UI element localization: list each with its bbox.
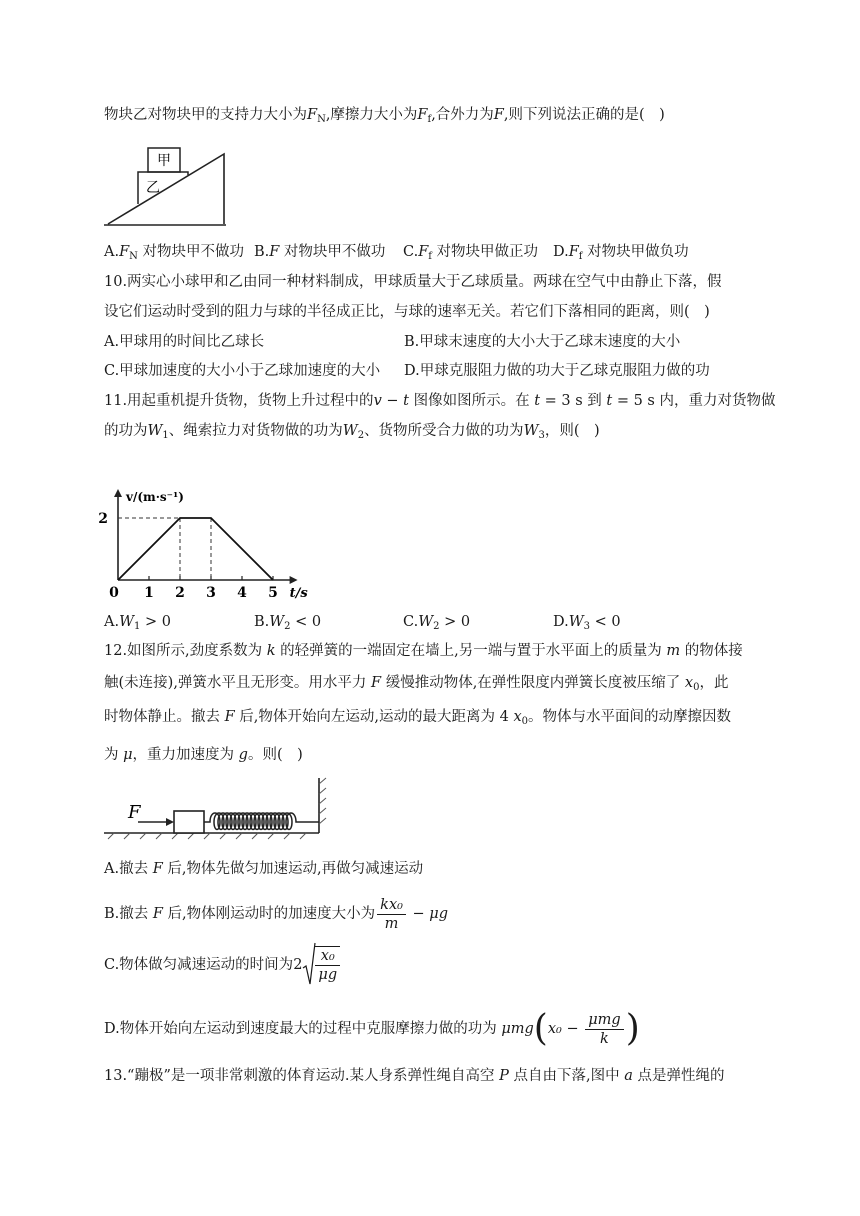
var-w: W bbox=[523, 423, 539, 439]
q10-option-d: D.甲球克服阻力做的功大于乙球克服阻力做的功 bbox=[404, 363, 710, 379]
velocity-line bbox=[118, 518, 273, 580]
y-axis-arrow bbox=[114, 489, 122, 497]
sub-2: 2 bbox=[433, 621, 440, 632]
var-x: x bbox=[513, 709, 522, 725]
q9-stem-text: ,则下列说法正确的是( ) bbox=[503, 107, 665, 123]
force-arrowhead bbox=[166, 818, 174, 826]
option-text: 后,物体刚运动时的加速度大小为 bbox=[162, 906, 376, 922]
x-axis-label: t/s bbox=[289, 586, 308, 601]
option-text: D.物体开始向左运动到速度最大的过程中克服摩擦力做的功为 bbox=[104, 1021, 502, 1037]
q13-line-1 bbox=[104, 1066, 724, 1086]
fraction-denominator: μg bbox=[318, 967, 338, 983]
q12-text: 的物体接 bbox=[680, 643, 743, 659]
block-jia-label: 甲 bbox=[157, 153, 171, 169]
sqrt-expression bbox=[302, 942, 340, 988]
origin-label: 0 bbox=[109, 585, 119, 601]
option-text: 对物块甲做正功 bbox=[431, 244, 539, 260]
q11-option-c bbox=[403, 612, 470, 637]
sub-f: f bbox=[428, 251, 432, 262]
q9-stem-text: ,摩擦力大小为 bbox=[325, 107, 418, 123]
q11-text: ，则( ) bbox=[544, 423, 600, 439]
q10-option-c: C.甲球加速度的大小小于乙球加速度的大小 bbox=[104, 363, 381, 379]
expr-mumg: μmg bbox=[501, 1021, 534, 1037]
fraction-kx0-m bbox=[377, 896, 406, 933]
q11-text: = 3 s 到 bbox=[540, 393, 607, 409]
incline-figure bbox=[104, 140, 234, 232]
fraction-denominator: m bbox=[384, 915, 399, 932]
sub-f: f bbox=[427, 114, 432, 125]
var-f: F bbox=[152, 906, 163, 922]
q12-text: 12.如图所示,劲度系数为 bbox=[104, 643, 267, 659]
var-t: t bbox=[606, 393, 613, 409]
var-mu: μ bbox=[123, 747, 133, 763]
floor-hatch bbox=[108, 833, 306, 839]
x-axis-arrow bbox=[290, 576, 298, 584]
q13-text: 13.“蹦极”是一项非常刺激的体育运动.某人身系弹性绳自高空 bbox=[104, 1068, 500, 1084]
option-letter: B. bbox=[254, 614, 270, 630]
sub-2: 2 bbox=[284, 621, 291, 632]
var-w: W bbox=[119, 614, 134, 630]
y-axis-label: v/(m·s⁻¹) bbox=[126, 490, 184, 504]
fraction-numerator: μmg bbox=[585, 1011, 623, 1030]
fraction-x0-mug bbox=[315, 946, 340, 984]
q12-text: 触(未连接),弹簧水平且无形变。用水平力 bbox=[104, 675, 372, 691]
sub-1: 1 bbox=[162, 430, 169, 441]
var-f: F bbox=[417, 107, 428, 123]
option-letter: B. bbox=[254, 244, 270, 260]
var-x: x bbox=[684, 675, 694, 691]
q12-text: 后,物体开始向左运动,运动的最大距离为 4 bbox=[234, 709, 514, 725]
var-f: F bbox=[371, 675, 382, 691]
var-f: F bbox=[269, 244, 280, 260]
q11-option-a bbox=[104, 612, 171, 637]
q10-option-a: A.甲球用的时间比乙球长 bbox=[104, 334, 265, 350]
var-f: F bbox=[224, 709, 235, 725]
q9-option-a bbox=[104, 242, 244, 267]
q12-line-3 bbox=[104, 707, 731, 732]
var-w: W bbox=[269, 614, 285, 630]
q12-line-2 bbox=[104, 673, 728, 698]
sub-f: f bbox=[578, 251, 583, 262]
var-f: F bbox=[493, 107, 504, 123]
sub-n: N bbox=[317, 114, 326, 125]
sub-2: 2 bbox=[357, 430, 365, 441]
paren-right: ) bbox=[625, 1008, 640, 1049]
var-f: F bbox=[152, 861, 163, 877]
q12-option-c bbox=[104, 942, 340, 988]
q11-text: 图像如图所示。在 bbox=[408, 393, 535, 409]
var-w: W bbox=[147, 423, 163, 439]
block-m bbox=[174, 811, 204, 833]
force-label: F bbox=[128, 802, 141, 823]
q12-text: 的轻弹簧的一端固定在墙上,另一端与置于水平面上的质量为 bbox=[275, 643, 667, 659]
q11-text: 、货物所受合力做的功为 bbox=[364, 423, 524, 439]
option-letter: D. bbox=[553, 244, 569, 260]
x-tick-label: 4 bbox=[237, 585, 247, 601]
q12-text: ，重力加速度为 bbox=[132, 747, 239, 763]
q12-text: 。则( ) bbox=[247, 747, 303, 763]
var-w: W bbox=[568, 614, 584, 630]
option-text: 后,物体先做匀加速运动,再做匀减速运动 bbox=[162, 861, 424, 877]
sub-1: 1 bbox=[134, 621, 141, 632]
option-text: B.撤去 bbox=[104, 906, 153, 922]
q12-text: 时物体静止。撤去 bbox=[104, 709, 225, 725]
sqrt-sign bbox=[302, 942, 316, 986]
var-m: m bbox=[666, 643, 681, 659]
q11-text: 的功为 bbox=[104, 423, 148, 439]
q9-option-c bbox=[403, 242, 538, 267]
var-t: t bbox=[534, 393, 541, 409]
q11-text: − bbox=[381, 393, 404, 409]
q9-stem-text: 物块乙对物块甲的支持力大小为 bbox=[104, 107, 307, 123]
option-relation: > 0 bbox=[140, 614, 171, 630]
fraction-numerator: kx₀ bbox=[377, 896, 406, 915]
y-tick-label: 2 bbox=[98, 511, 108, 527]
var-v: v bbox=[373, 393, 382, 409]
q12-option-a bbox=[104, 859, 423, 879]
block-yi-label: 乙 bbox=[146, 180, 160, 196]
var-w: W bbox=[418, 614, 434, 630]
var-f: F bbox=[307, 107, 318, 123]
option-letter: A. bbox=[104, 244, 120, 260]
x-tick-label: 1 bbox=[144, 585, 154, 601]
fraction-denominator: k bbox=[600, 1030, 609, 1047]
option-text: A.撤去 bbox=[104, 861, 153, 877]
sub-0: 0 bbox=[693, 682, 700, 693]
sub-3: 3 bbox=[583, 621, 590, 632]
q11-option-d bbox=[553, 612, 621, 637]
q9-stem-text: ,合外力为 bbox=[431, 107, 494, 123]
q11-line-1 bbox=[104, 391, 775, 411]
var-g: g bbox=[238, 747, 248, 763]
q12-text: 。物体与水平面间的动摩擦因数 bbox=[528, 709, 732, 725]
option-relation: < 0 bbox=[290, 614, 322, 630]
option-relation: < 0 bbox=[590, 614, 621, 630]
q12-text: 为 bbox=[104, 747, 124, 763]
q13-text: 点自由下落,图中 bbox=[508, 1068, 625, 1084]
x-tick-label: 5 bbox=[268, 585, 278, 601]
q9-option-d bbox=[553, 242, 689, 267]
sub-0: 0 bbox=[521, 716, 529, 727]
q9-option-b bbox=[254, 242, 385, 262]
expr-tail: − μg bbox=[407, 906, 449, 922]
fraction-numerator: x₀ bbox=[315, 947, 340, 966]
var-k: k bbox=[266, 643, 276, 659]
option-text: 对物块甲不做功 bbox=[279, 244, 386, 260]
q13-text: 点是弹性绳的 bbox=[632, 1068, 725, 1084]
option-letter: D. bbox=[553, 614, 569, 630]
fraction-mumg-k bbox=[585, 1011, 623, 1048]
q11-line-2 bbox=[104, 421, 600, 446]
q12-line-4 bbox=[104, 745, 303, 765]
q9-stem bbox=[104, 105, 665, 130]
q11-text: 、绳索拉力对货物做的功为 bbox=[168, 423, 343, 439]
q11-text: 11.用起重机提升货物，货物上升过程中的 bbox=[104, 393, 374, 409]
var-f: F bbox=[568, 244, 579, 260]
option-text: 对物块甲不做功 bbox=[137, 244, 245, 260]
var-f: F bbox=[418, 244, 429, 260]
var-x0: x₀ bbox=[547, 1021, 562, 1037]
option-letter: A. bbox=[104, 614, 120, 630]
q12-option-d bbox=[104, 1004, 640, 1054]
option-relation: > 0 bbox=[439, 614, 471, 630]
var-p: P bbox=[499, 1068, 509, 1084]
q11-text: = 5 s 内，重力对货物做 bbox=[612, 393, 776, 409]
sub-n: N bbox=[129, 251, 138, 262]
q10-line-1: 10.两实心小球甲和乙由同一种材料制成，甲球质量大于乙球质量。两球在空气中由静止下落，假 bbox=[104, 274, 722, 290]
var-a: a bbox=[624, 1068, 633, 1084]
minus-sign: − bbox=[561, 1021, 584, 1037]
q12-text: 缓慢推动物体,在弹性限度内弹簧长度被压缩了 bbox=[381, 675, 685, 691]
q10-line-2: 设它们运动时受到的阻力与球的半径成正比，与球的速率无关。若它们下落相同的距离，则( ) bbox=[104, 304, 710, 320]
option-text: C.物体做匀减速运动的时间为 bbox=[104, 957, 294, 973]
sub-3: 3 bbox=[538, 430, 545, 441]
q12-line-1 bbox=[104, 641, 743, 661]
spring-figure bbox=[104, 776, 336, 846]
q12-text: ，此 bbox=[699, 675, 729, 691]
var-f: F bbox=[119, 244, 130, 260]
spring bbox=[204, 813, 319, 830]
q10-option-b: B.甲球末速度的大小大于乙球末速度的大小 bbox=[404, 334, 681, 350]
vt-chart bbox=[98, 452, 360, 601]
var-t: t bbox=[403, 393, 409, 409]
q11-option-b bbox=[254, 612, 321, 637]
x-tick-label: 3 bbox=[206, 585, 216, 601]
coefficient: 2 bbox=[293, 957, 303, 973]
paren-left: ( bbox=[533, 1008, 548, 1049]
var-w: W bbox=[342, 423, 358, 439]
option-text: 对物块甲做负功 bbox=[582, 244, 689, 260]
x-tick-label: 2 bbox=[175, 585, 185, 601]
option-letter: C. bbox=[403, 614, 419, 630]
wall-hatch bbox=[319, 778, 326, 824]
q12-option-b bbox=[104, 892, 448, 936]
option-letter: C. bbox=[403, 244, 419, 260]
